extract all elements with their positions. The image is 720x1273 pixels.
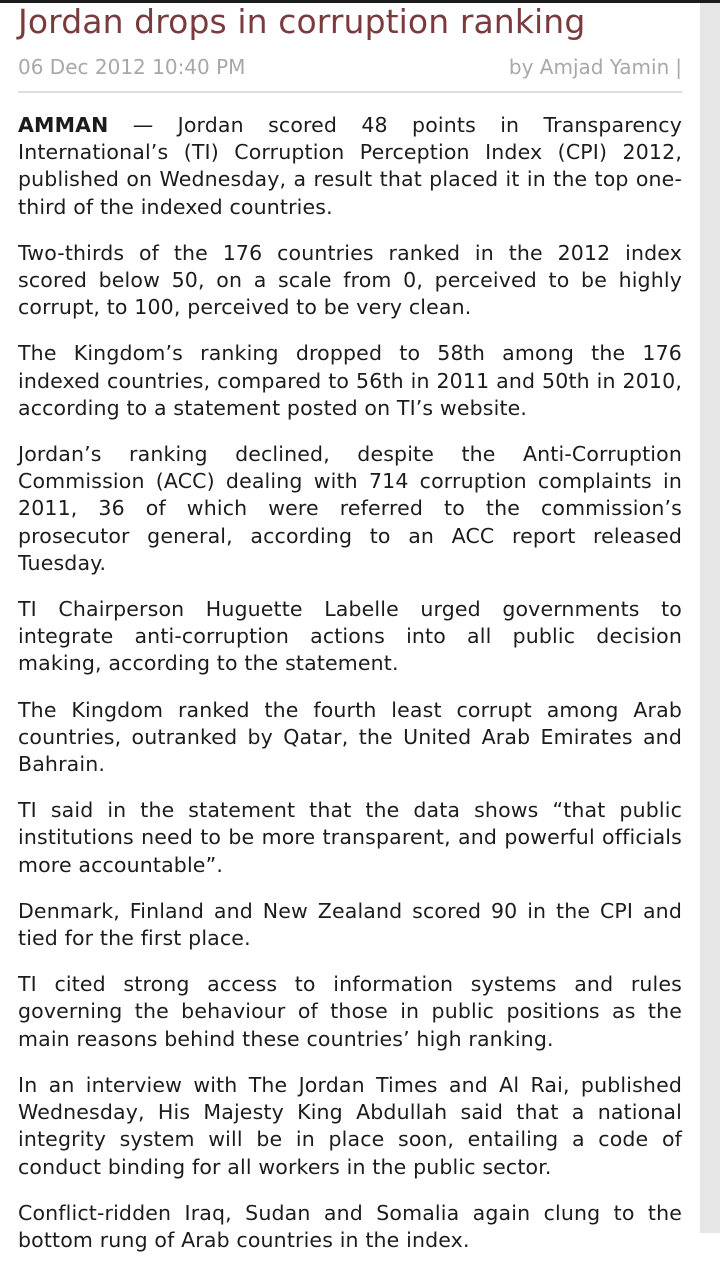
paragraph: Two-thirds of the 176 countries ranked in the 2012 index scored below 50, on a scale from 0, perceived to be highly corrupt, to 100, perceived to be very clean. [18, 240, 682, 320]
byline-separator: | [675, 55, 682, 79]
paragraph: The Kingdom’s ranking dropped to 58th among the 176 indexed countries, compared to 56th in 2011 and 50th in 2010, according to a statement posted on TI’s website. [18, 341, 682, 420]
paragraph: TI cited strong access to information systems and rules governing the behaviour of those in public positions as the main reasons behind these countries’ high ranking. [18, 972, 682, 1051]
paragraph: Conflict-ridden Iraq, Sudan and Somalia again clung to the bottom rung of Arab countries in the index. [18, 1200, 682, 1252]
paragraph: Jordan’s ranking declined, despite the Anti-Corruption Commission (ACC) dealing with 714 corruption complaints in 2011, 36 of which were referred to the commission’s prosecutor general, according to an ACC report released Tuesday. [18, 442, 682, 575]
meta-divider [18, 91, 682, 93]
paragraph: The Kingdom ranked the fourth least corrupt among Arab countries, outranked by Qatar, the United Arab Emirates and Bahrain. [18, 697, 682, 777]
article-body [18, 112, 682, 1254]
paragraph [18, 112, 682, 221]
paragraph: TI said in the statement that the data shows “that public institutions need to be more transparent, and powerful officials more accountable”. [18, 798, 682, 877]
article [18, 0, 682, 1273]
paragraph: TI Chairperson Huguette Labelle urged governments to integrate anti-corruption actions into all public decision making, according to the statement. [18, 597, 682, 676]
paragraph: In an interview with The Jordan Times and Al Rai, published Wednesday, His Majesty King Abdullah said that a national integrity system will be in place soon, entailing a code of conduct binding for all workers in the public sector. [18, 1072, 682, 1179]
paragraph: Denmark, Finland and New Zealand scored 90 in the CPI and tied for the first place. [18, 898, 682, 951]
scroll-track[interactable] [700, 3, 720, 1233]
publish-date: 06 Dec 2012 10:40 PM [18, 55, 246, 79]
byline-wrap [509, 53, 682, 81]
author-byline[interactable]: by Amjad Yamin [508, 55, 670, 79]
article-meta [18, 53, 682, 81]
article-title: Jordan drops in corruption ranking [18, 2, 586, 41]
paragraph-text: — Jordan scored 48 points in Transparency International’s (TI) Corruption Perception Index (CPI) 2012, published on Wednesday, a result that placed it in the top one-third of the indexed countries. [18, 113, 682, 219]
dateline: AMMAN [18, 113, 109, 137]
